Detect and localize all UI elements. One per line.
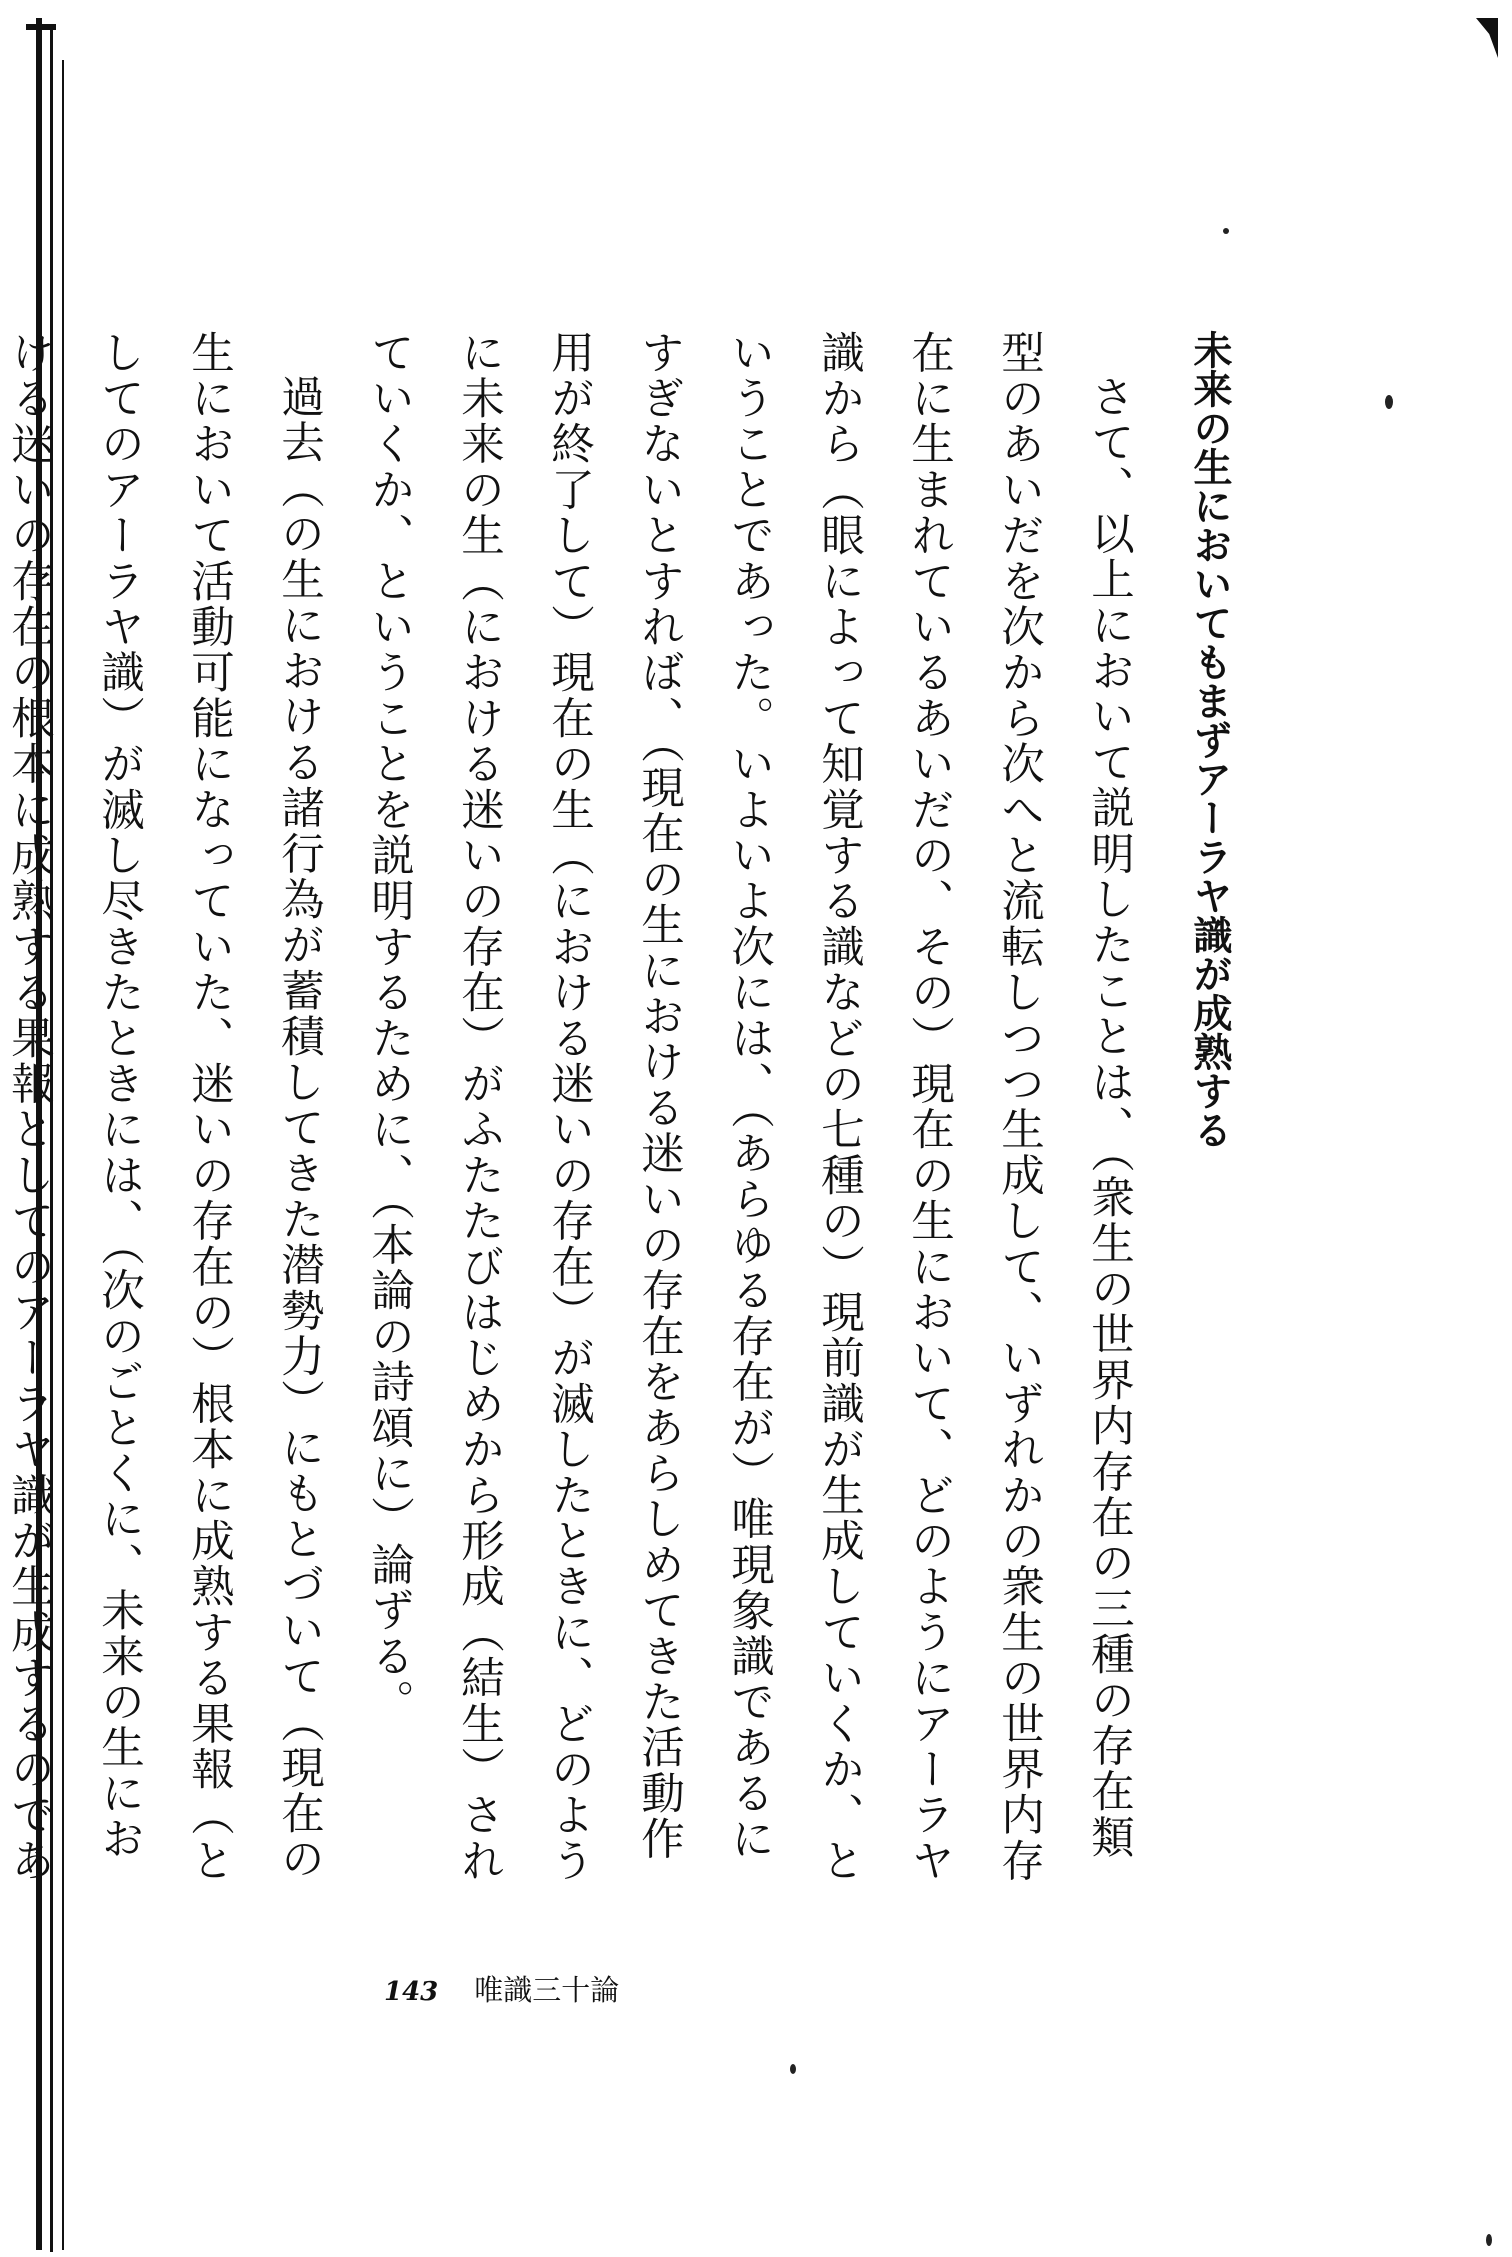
- vertical-text-body: [4, 330, 1254, 1890]
- page-number: 143: [384, 1977, 439, 2007]
- corner-mark: [1476, 18, 1498, 58]
- running-title: 唯識三十論: [474, 1973, 620, 2007]
- paragraph: さて、以上において説明したことは、（衆生の世界内存在の三種の存在類型のあいだを次から次へと流転しつつ生成して、いずれかの衆生の世界内存在に生まれているあいだの、その）現在の生において、どのようにアーラヤ識から（眼によって知覚する識などの七種の）現前識が生成していくか、ということであった。いよいよ次には、（あらゆる存在が）唯現象識であるにすぎないとすれば、（現在の生における迷いの存在をあらしめてきた活動作用が終了して）現在の生（における迷いの存在）が滅したときに、どのように未来の生（における迷いの存在）がふたたびはじめから形成（結生）されていくか、ということを説明するために、（本論の詩頌に）論ずる。: [364, 330, 1134, 1884]
- page-footer: [384, 1968, 619, 2009]
- scan-speck: [1486, 2234, 1492, 2246]
- paragraph: 過去（の生における諸行為が蓄積してきた潜勢力）にもとづいて（現在の生において活動可能になっていた、迷いの存在の）根本に成熟する果報（としてのアーラヤ識）が滅し尽きたときには、（次のごとくに、未来の生における迷いの存在の根本に成熟する果報としてのアーラヤ識が生成するのであ: [4, 330, 324, 1884]
- scan-speck: [1385, 395, 1393, 409]
- scan-speck: [1223, 228, 1229, 234]
- scan-speck: [790, 2064, 796, 2074]
- section-heading: 未来の生においてもまずアーラヤ識が成熟する: [1187, 330, 1232, 1149]
